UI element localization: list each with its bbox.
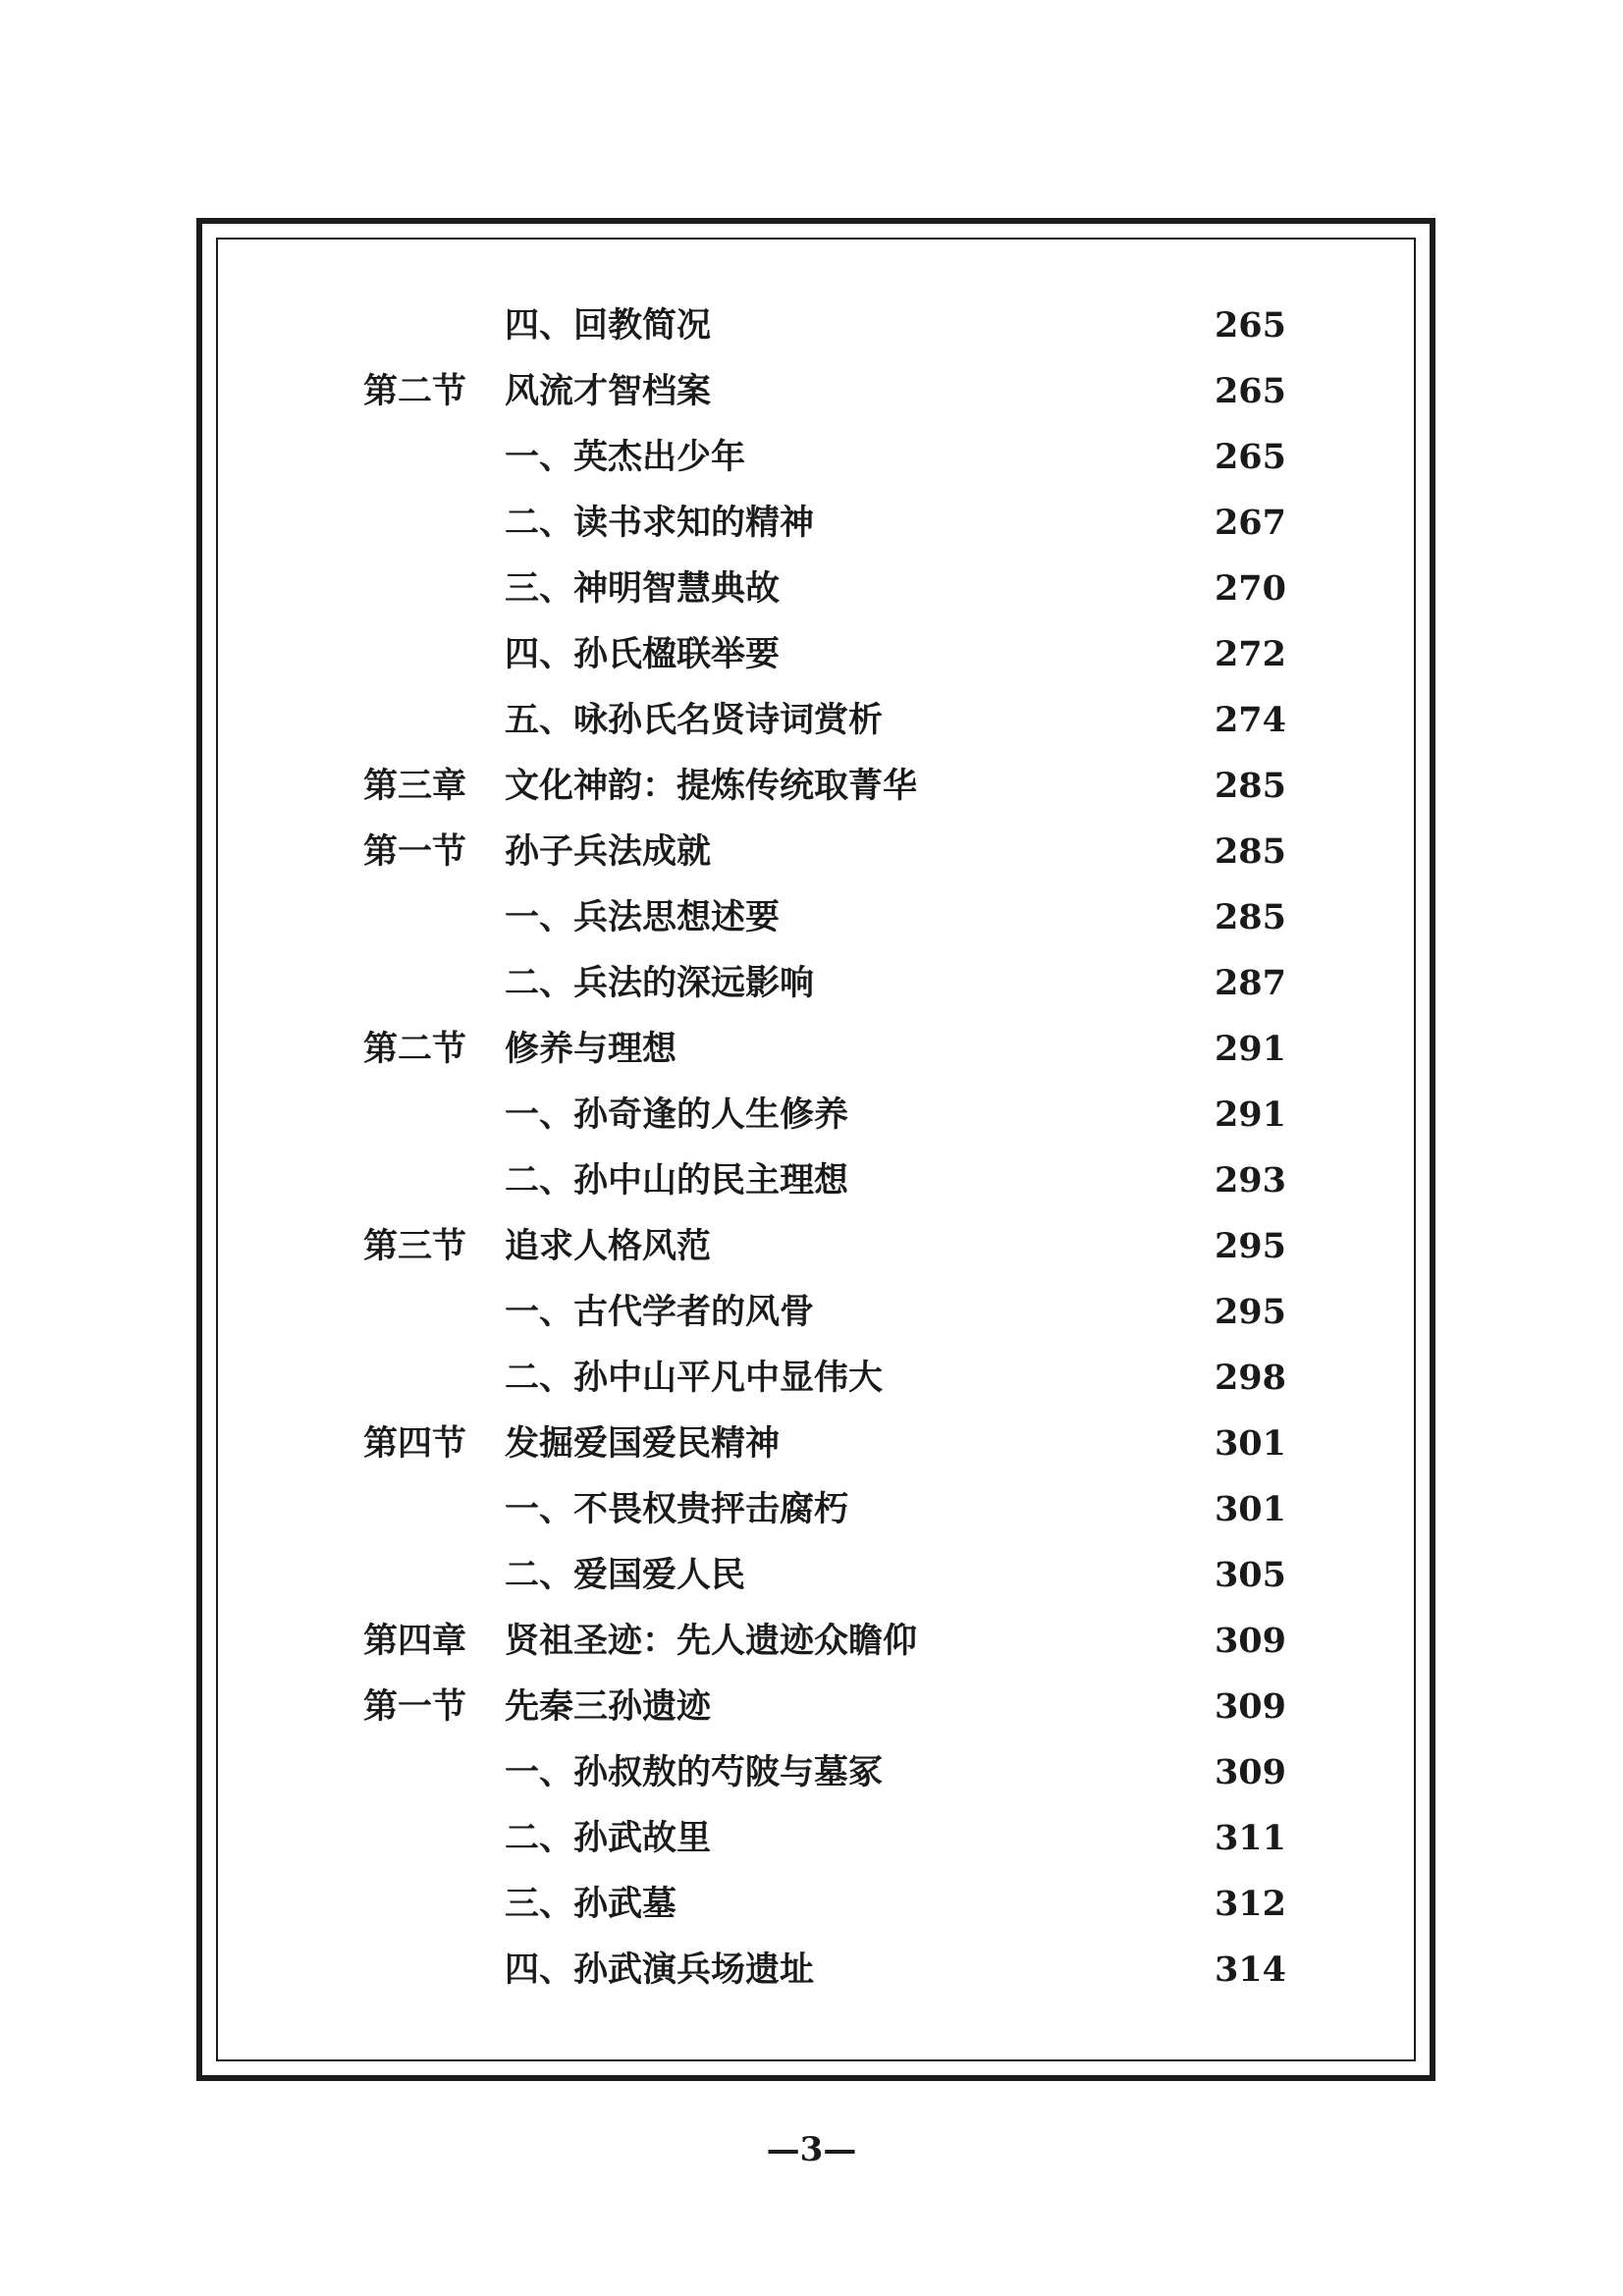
toc-entry-label: 第四章 (363, 1621, 467, 1661)
toc-entry-page: 285 (1214, 897, 1286, 937)
toc-entry-title: 一、古代学者的风骨 (505, 1292, 815, 1332)
toc-entry-title: 二、孙中山的民主理想 (505, 1160, 849, 1201)
toc-entry-label: 第三章 (363, 766, 467, 806)
toc-entry-page: 314 (1214, 1949, 1286, 1990)
toc-entry-title: 三、神明智慧典故 (505, 568, 781, 609)
page-number: —3— (766, 2130, 857, 2169)
toc-row (0, 1349, 1623, 1408)
toc-row (0, 1151, 1623, 1210)
toc-entry-title: 四、孙氏楹联举要 (505, 634, 781, 674)
toc-entry-label: 第二节 (363, 371, 467, 411)
toc-entry-page: 305 (1214, 1555, 1286, 1595)
toc-entry-title: 三、孙武墓 (505, 1884, 677, 1924)
toc-entry-page: 265 (1214, 305, 1286, 346)
toc-entry-title: 先秦三孙遗迹 (505, 1686, 712, 1727)
toc-row (0, 1941, 1623, 2000)
toc-entry-page: 295 (1214, 1292, 1286, 1332)
toc-entry-title: 二、兵法的深远影响 (505, 963, 815, 1003)
toc-row (0, 1283, 1623, 1342)
toc-entry-title: 二、读书求知的精神 (505, 503, 815, 543)
toc-entry-title: 二、孙中山平凡中显伟大 (505, 1358, 884, 1398)
toc-row (0, 888, 1623, 947)
toc-entry-page: 267 (1214, 503, 1286, 543)
toc-entry-title: 五、咏孙氏名贤诗词赏析 (505, 700, 884, 740)
toc-entry-title: 文化神韵：提炼传统取菁华 (505, 766, 918, 806)
toc-entry-page: 301 (1214, 1489, 1286, 1529)
toc-row (0, 1415, 1623, 1473)
toc-entry-page: 265 (1214, 371, 1286, 411)
toc-entry-title: 发掘爱国爱民精神 (505, 1423, 781, 1464)
toc-row (0, 1217, 1623, 1276)
toc-entry-page: 295 (1214, 1226, 1286, 1266)
toc-entry-page: 265 (1214, 437, 1286, 477)
toc-entry-title: 四、孙武演兵场遗址 (505, 1949, 815, 1990)
toc-row (0, 691, 1623, 750)
toc-row (0, 1086, 1623, 1145)
toc-entry-page: 298 (1214, 1358, 1286, 1398)
toc-entry-title: 一、不畏权贵抨击腐朽 (505, 1489, 849, 1529)
toc-entry-title: 一、孙叔敖的芍陂与墓冢 (505, 1752, 884, 1792)
toc-row (0, 494, 1623, 553)
toc-entry-page: 285 (1214, 831, 1286, 872)
toc-entry-page: 287 (1214, 963, 1286, 1003)
toc-entry-page: 309 (1214, 1752, 1286, 1792)
toc-row (0, 1809, 1623, 1868)
toc-row (0, 757, 1623, 816)
toc-entry-title: 修养与理想 (505, 1029, 677, 1069)
toc-entry-page: 274 (1214, 700, 1286, 740)
toc-row (0, 1743, 1623, 1802)
toc-entry-title: 孙子兵法成就 (505, 831, 712, 872)
toc-entry-title: 风流才智档案 (505, 371, 712, 411)
toc-entry-page: 301 (1214, 1423, 1286, 1464)
toc-row (0, 1546, 1623, 1605)
toc-entry-page: 293 (1214, 1160, 1286, 1201)
toc-entry-page: 291 (1214, 1029, 1286, 1069)
toc-entry-page: 312 (1214, 1884, 1286, 1924)
toc-entry-title: 二、爱国爱人民 (505, 1555, 746, 1595)
toc-entry-page: 309 (1214, 1686, 1286, 1727)
toc-entry-label: 第一节 (363, 831, 467, 872)
toc-entry-title: 追求人格风范 (505, 1226, 712, 1266)
toc-row (0, 296, 1623, 355)
toc-row (0, 428, 1623, 487)
toc-entry-title: 四、回教简况 (505, 305, 712, 346)
toc-entry-title: 一、英杰出少年 (505, 437, 746, 477)
toc-entry-title: 一、孙奇逢的人生修养 (505, 1095, 849, 1135)
toc-entry-label: 第一节 (363, 1686, 467, 1727)
toc-entry-page: 272 (1214, 634, 1286, 674)
toc-row (0, 362, 1623, 421)
toc-entry-title: 一、兵法思想述要 (505, 897, 781, 937)
toc-entry-title: 贤祖圣迹：先人遗迹众瞻仰 (505, 1621, 918, 1661)
toc-row (0, 1678, 1623, 1736)
toc-entry-label: 第二节 (363, 1029, 467, 1069)
toc-entry-label: 第三节 (363, 1226, 467, 1266)
toc-entry-title: 二、孙武故里 (505, 1818, 712, 1858)
toc-row (0, 1480, 1623, 1539)
toc-row (0, 1020, 1623, 1079)
toc-row (0, 1612, 1623, 1671)
toc-row (0, 954, 1623, 1013)
toc-row (0, 823, 1623, 881)
toc-entry-page: 285 (1214, 766, 1286, 806)
toc-row (0, 1875, 1623, 1934)
toc-entry-page: 311 (1214, 1818, 1286, 1858)
toc-entry-label: 第四节 (363, 1423, 467, 1464)
toc-row (0, 560, 1623, 618)
toc-entry-page: 309 (1214, 1621, 1286, 1661)
toc-row (0, 625, 1623, 684)
toc-entry-page: 270 (1214, 568, 1286, 609)
toc-entry-page: 291 (1214, 1095, 1286, 1135)
